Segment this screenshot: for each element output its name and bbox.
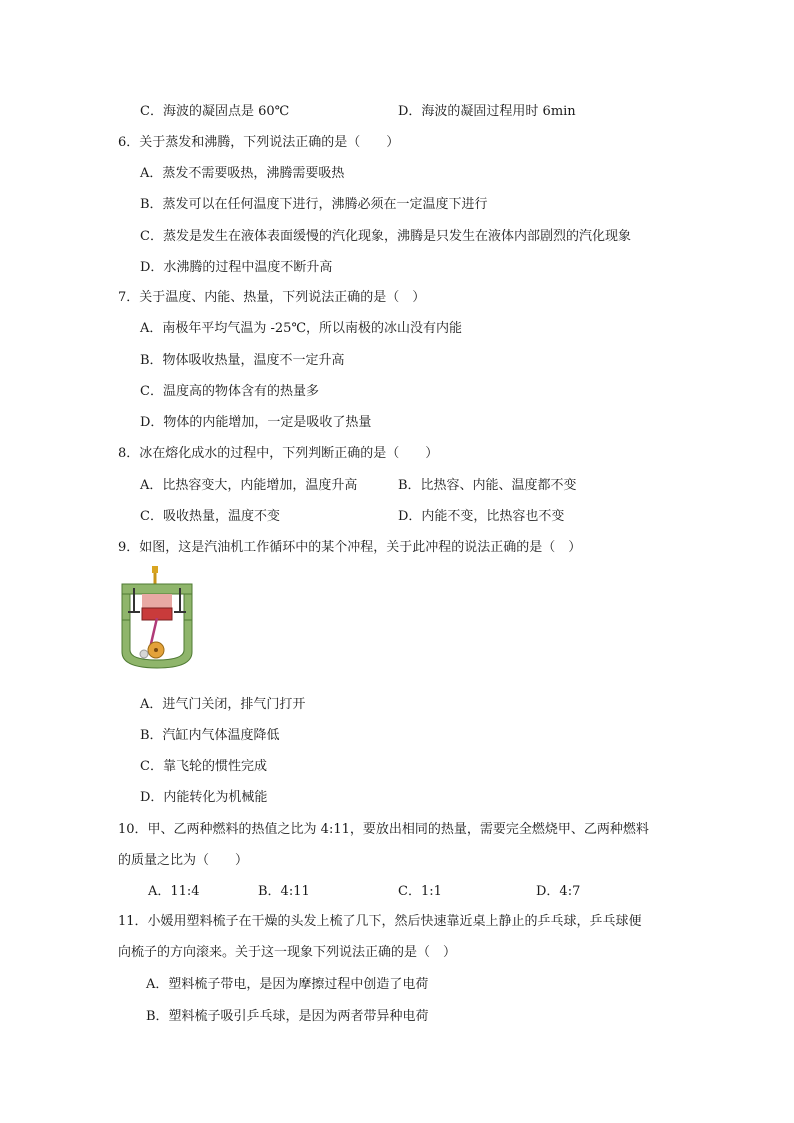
option-text: D．水沸腾的过程中温度不断升高: [140, 260, 333, 275]
option-text: B．物体吸收热量，温度不一定升高: [140, 353, 345, 368]
option-text: D．内能转化为机械能: [140, 790, 268, 805]
option-text: A．比热容变大，内能增加，温度升高: [140, 478, 358, 493]
option-text: C．蒸发是发生在液体表面缓慢的汽化现象，沸腾是只发生在液体内部剧烈的汽化现象: [140, 229, 631, 244]
option-text: B．塑料梳子吸引乒乓球，是因为两者带异种电荷: [146, 1009, 429, 1024]
question-stem: 8．冰在熔化成水的过程中，下列判断正确的是（ ）: [118, 446, 439, 461]
option-text: D．内能不变，比热容也不变: [398, 509, 565, 524]
option-text: B．蒸发可以在任何温度下进行，沸腾必须在一定温度下进行: [140, 197, 488, 212]
option-text: B．汽缸内气体温度降低: [140, 728, 280, 743]
option-text: D．物体的内能增加，一定是吸收了热量: [140, 415, 372, 430]
question-stem: 6．关于蒸发和沸腾，下列说法正确的是（ ）: [118, 135, 400, 150]
engine-diagram: [116, 566, 198, 670]
option-text: A．塑料梳子带电，是因为摩擦过程中创造了电荷: [146, 977, 429, 992]
option-text: C．吸收热量，温度不变: [140, 509, 280, 524]
option-text: A．11:4: [148, 884, 200, 899]
question-stem: 7．关于温度、内能、热量，下列说法正确的是（ ）: [118, 290, 426, 305]
option-text: C．1:1: [398, 884, 442, 899]
option-text: A．蒸发不需要吸热，沸腾需要吸热: [140, 166, 345, 181]
question-stem: 9．如图，这是汽油机工作循环中的某个冲程，关于此冲程的说法正确的是（ ）: [118, 540, 582, 555]
option-text: B．比热容、内能、温度都不变: [398, 478, 577, 493]
question-stem-cont: 向梳子的方向滚来。关于这一现象下列说法正确的是（ ）: [118, 945, 457, 960]
option-text: D．4:7: [536, 884, 581, 899]
option-text: A．南极年平均气温为 -25℃，所以南极的冰山没有内能: [140, 321, 462, 336]
option-text: C．温度高的物体含有的热量多: [140, 384, 319, 399]
spark-plug-icon: [152, 566, 158, 573]
option-text: C．靠飞轮的惯性完成: [140, 759, 267, 774]
option-text: D．海波的凝固过程用时 6min: [398, 104, 576, 119]
question-stem: 11．小媛用塑料梳子在干燥的头发上梳了几下，然后快速靠近桌上静止的乒乓球，乒乓球便: [118, 914, 642, 929]
option-text: C．海波的凝固点是 60℃: [140, 104, 290, 119]
option-text: B．4:11: [258, 884, 310, 899]
option-text: A．进气门关闭，排气门打开: [140, 697, 306, 712]
question-stem: 10．甲、乙两种燃料的热值之比为 4:11，要放出相同的热量，需要完全燃烧甲、乙两种燃料: [118, 822, 649, 837]
question-stem-cont: 的质量之比为（ ）: [118, 853, 249, 868]
